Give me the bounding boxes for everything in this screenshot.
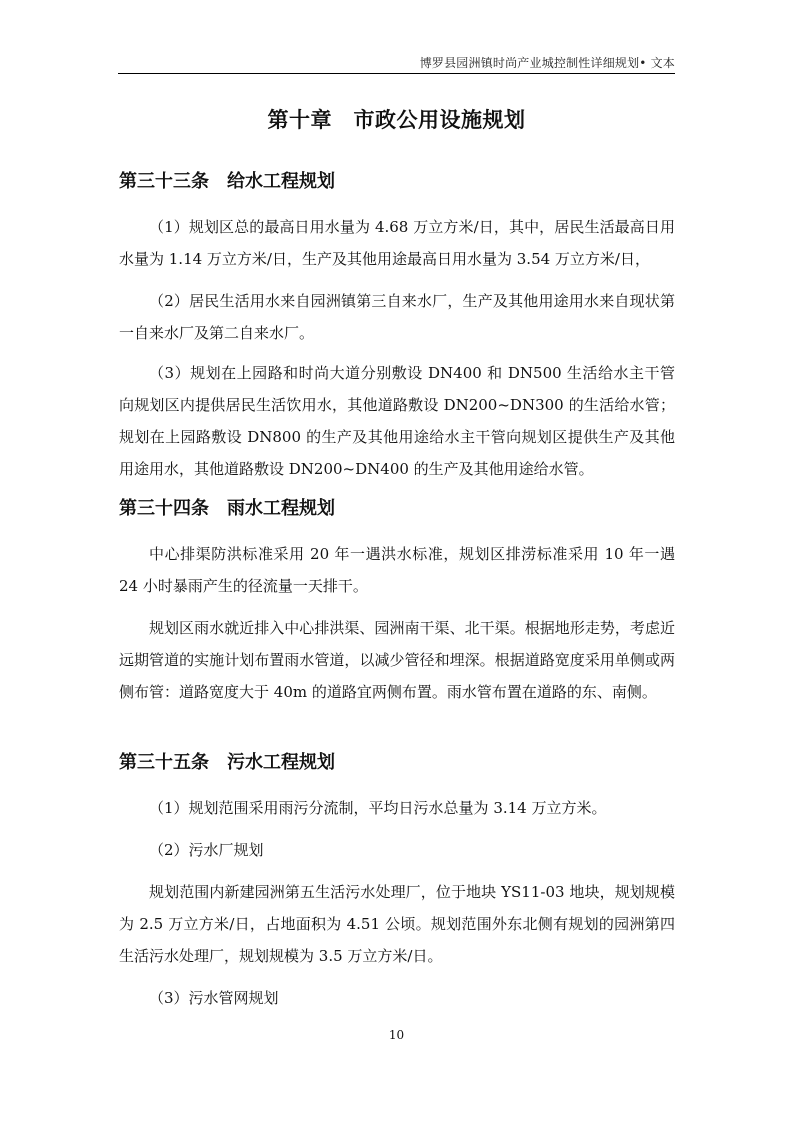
paragraph: （2）居民生活用水来自园洲镇第三自来水厂，生产及其他用途用水来自现状第一自来水厂及第二自来水厂。	[119, 292, 675, 342]
header-divider	[118, 73, 675, 74]
paragraph: （2）污水厂规划	[149, 841, 264, 859]
paragraph: （1）规划范围采用雨污分流制，平均日污水总量为 3.14 万立方米。	[149, 799, 607, 817]
article-heading: 第三十三条 给水工程规划	[119, 171, 335, 192]
chapter-title: 第十章 市政公用设施规划	[267, 108, 526, 132]
paragraph: 规划区雨水就近排入中心排洪渠、园洲南干渠、北干渠。根据地形走势，考虑近远期管道的实施计划布置雨水管道，以减少管径和埋深。根据道路宽度采用单侧或两侧布管：道路宽度大于 40m 的道路宜两侧布置。雨水管布置在道路的东、南侧。	[119, 619, 675, 701]
article-heading: 第三十五条 污水工程规划	[119, 752, 335, 773]
page-number: 10	[388, 1028, 405, 1042]
article-heading: 第三十四条 雨水工程规划	[119, 498, 335, 519]
paragraph: （3）污水管网规划	[149, 989, 279, 1007]
document-header: 博罗县园洲镇时尚产业城控制性详细规划• 文本	[419, 56, 675, 70]
paragraph: （1）规划区总的最高日用水量为 4.68 万立方米/日，其中，居民生活最高日用水量为 1.14 万立方米/日，生产及其他用途最高日用水量为 3.54 万立方米/日，	[119, 218, 675, 268]
paragraph: 中心排渠防洪标准采用 20 年一遇洪水标准，规划区排涝标准采用 10 年一遇 24 小时暴雨产生的径流量一天排干。	[119, 545, 675, 595]
paragraph: （3）规划在上园路和时尚大道分别敷设 DN400 和 DN500 生活给水主干管向规划区内提供居民生活饮用水，其他道路敷设 DN200~DN300 的生活给水管；规划在上园路敷设 DN800 的生产及其他用途给水主干管向规划区提供生产及其他用途用水，其他道路敷设 DN200~DN400 的生产及其他用途给水管。	[119, 364, 675, 478]
paragraph: 规划范围内新建园洲第五生活污水处理厂，位于地块 YS11-03 地块，规划规模为 2.5 万立方米/日，占地面积为 4.51 公顷。规划范围外东北侧有规划的园洲第四生活污水处理厂，规划规模为 3.5 万立方米/日。	[119, 883, 675, 965]
